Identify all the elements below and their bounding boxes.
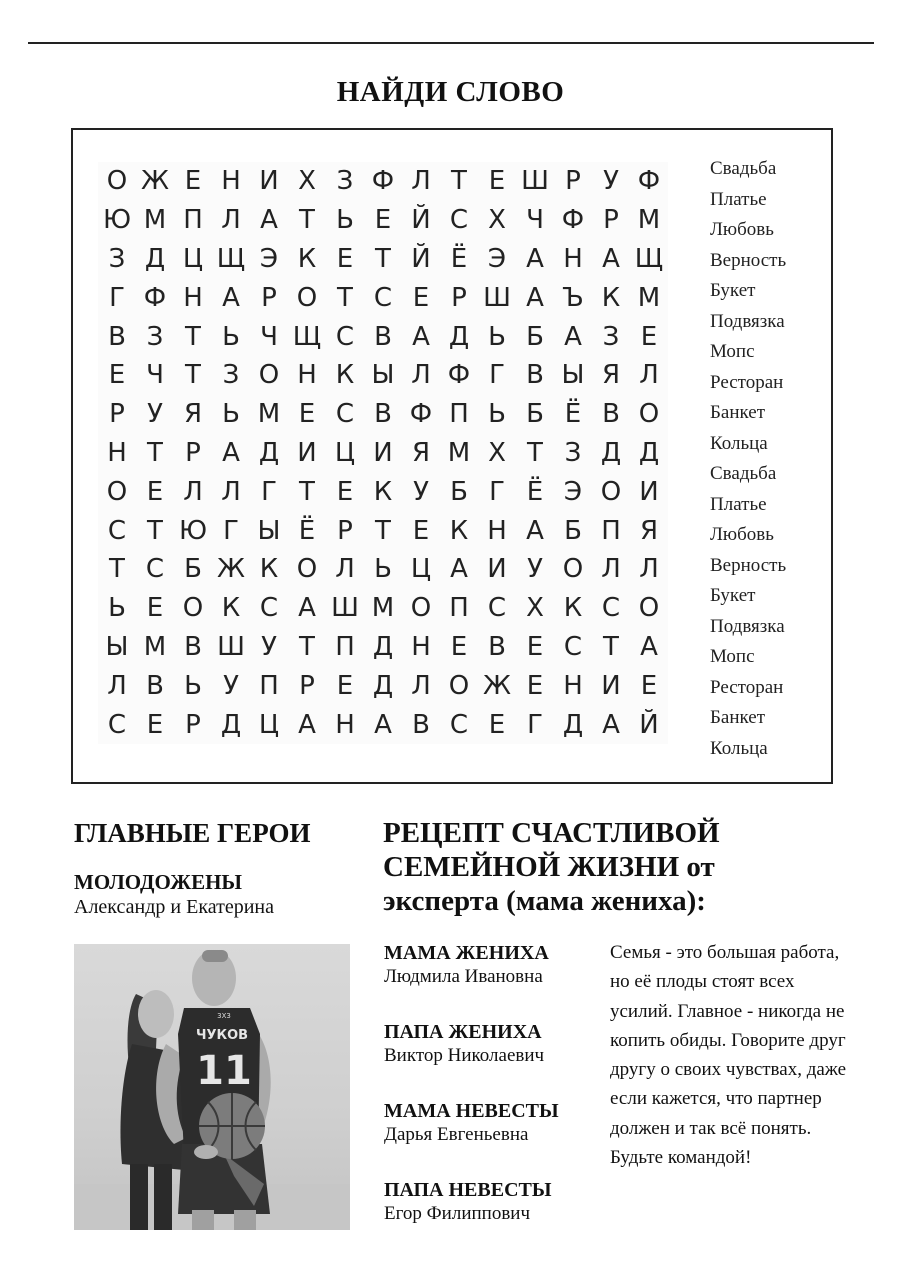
grid-cell: Е [488,166,506,197]
grid-cell: Р [109,399,125,430]
grid-cell: Е [412,515,430,546]
word-list-item: Мопс [710,341,755,362]
grid-cell: К [335,360,355,391]
grid-cell: Л [183,476,203,507]
grid-cell: К [221,593,241,624]
grid-cell: Ж [216,554,245,585]
grid-cell: А [222,282,240,313]
grid-cell: А [602,709,620,740]
parent-bride-mother [384,1099,604,1178]
grid-cell: К [297,243,317,274]
grid-cell: Е [488,709,506,740]
grid-cell: М [143,631,167,662]
grid-cell: К [259,554,279,585]
grid-cell: Л [411,670,431,701]
grid-cell: Т [147,515,163,546]
grid-cell: И [297,437,317,468]
grid-cell: Ы [561,360,585,391]
grid-cell: Ч [526,205,544,236]
word-list-item: Любовь [710,524,774,545]
word-list-item: Кольца [710,432,768,454]
grid-cell: М [257,399,281,430]
parent-role: МАМА ЖЕНИХА [384,942,549,964]
grid-cell: А [526,515,544,546]
grid-cell: Е [450,631,468,662]
grid-cell: Д [372,631,394,662]
grid-cell: Ч [260,321,278,352]
grid-cell: А [526,243,544,274]
parent-role: МАМА НЕВЕСТЫ [384,1100,559,1122]
word-list-item: Любовь [710,219,774,240]
grid-cell: Л [411,166,431,197]
grid-cell: К [449,515,469,546]
couple-label: МОЛОДОЖЕНЫ [74,870,243,894]
grid-cell: Ф [409,399,433,430]
grid-cell: И [639,476,659,507]
parent-bride-father [384,1178,604,1257]
grid-cell: П [449,593,469,624]
grid-cell: Ф [143,282,167,313]
grid-cell: Т [375,243,391,274]
couple-photo-illustration [74,944,350,1230]
grid-cell: Т [451,166,467,197]
grid-cell: Е [146,709,164,740]
grid-cell: Т [299,631,315,662]
grid-cell: Э [259,243,279,274]
grid-cell: Е [108,360,126,391]
grid-cell: У [413,476,429,507]
grid-cell: Ц [410,554,432,585]
top-divider [28,42,874,44]
grid-cell: Н [563,243,583,274]
parent-groom-mother [384,941,604,1020]
grid-cell: Э [487,243,507,274]
grid-cell: Э [563,476,583,507]
grid-cell: П [183,205,203,236]
grid-cell: Ю [102,205,132,236]
grid-cell: Й [411,205,431,236]
grid-cell: Д [562,709,584,740]
grid-cell: В [412,709,430,740]
grid-cell: Е [336,476,354,507]
grid-cell: Т [109,554,125,585]
parent-role: ПАПА НЕВЕСТЫ [384,1179,552,1201]
grid-cell: С [449,709,469,740]
grid-cell: С [107,709,127,740]
grid-cell: Л [601,554,621,585]
grid-cell: А [564,321,582,352]
grid-cell: А [222,437,240,468]
recipe-title [383,816,853,918]
word-list-item: Банкет [710,707,766,728]
grid-cell: Ш [331,593,359,624]
word-list-item: Подвязка [710,615,785,637]
word-list-item: Букет [710,585,756,606]
grid-cell: К [373,476,393,507]
word-list-item: Букет [710,280,756,301]
grid-cell: Ы [371,360,395,391]
grid-cell: Ы [105,631,129,662]
grid-cell: Р [565,166,581,197]
grid-cell: А [374,709,392,740]
couple-photo [74,944,350,1230]
grid-cell: В [488,631,506,662]
jersey-name: ЧУКОВ [195,1028,249,1043]
grid-cell: Е [184,166,202,197]
grid-cell: Н [411,631,431,662]
grid-cell: Б [526,399,544,430]
grid-cell: И [487,554,507,585]
grid-cell: У [603,166,619,197]
grid-cell: А [260,205,278,236]
grid-cell: З [108,243,126,274]
grid-cell: Ь [488,321,506,352]
grid-cell: Ж [140,166,169,197]
grid-cell: С [335,399,355,430]
grid-cell: Т [603,631,619,662]
grid-cell: В [374,399,392,430]
grid-cell: Я [183,399,203,430]
grid-cell: Е [526,631,544,662]
grid-cell: С [145,554,165,585]
grid-cell: О [600,476,622,507]
jersey-number: 11 [196,1048,252,1094]
grid-cell: Р [185,437,201,468]
grid-cell: М [637,282,661,313]
grid-cell: Р [451,282,467,313]
grid-cell: Ю [178,515,208,546]
grid-cell: Г [527,709,543,740]
grid-cell: Д [448,321,470,352]
word-list-item: Ресторан [710,371,784,393]
grid-cell: Щ [292,321,322,352]
grid-cell: О [638,593,660,624]
grid-cell: Г [109,282,125,313]
grid-cell: Ш [521,166,549,197]
advice-text: Семья - это большая работа, но её плоды стоят всех усилий. Главное - никогда не копить обиды. Говорите друг другу о своих чувствах, даже если кажется, что партнер должен и так всё понять. Будьте командой! [610,942,847,1169]
recipe-title-line-2: СЕМЕЙНОЙ ЖИЗНИ от [383,851,715,883]
grid-cell: Ф [637,166,661,197]
grid-cell: А [298,709,316,740]
grid-cell: Л [639,360,659,391]
grid-cell: О [448,670,470,701]
grid-cell: Г [489,476,505,507]
grid-cell: З [564,437,582,468]
grid-cell: Т [147,437,163,468]
grid-cell: П [259,670,279,701]
grid-cell: С [107,515,127,546]
grid-cell: С [449,205,469,236]
grid-cell: Л [221,476,241,507]
grid-cell: Б [184,554,202,585]
grid-cell: О [106,476,128,507]
grid-cell: О [638,399,660,430]
grid-cell: Ё [526,476,544,507]
grid-cell: Ц [182,243,204,274]
grid-cell: Р [603,205,619,236]
grid-cell: Е [640,321,658,352]
grid-cell: М [637,205,661,236]
grid-cell: Т [527,437,543,468]
recipe-title-line-1: РЕЦЕПТ СЧАСТЛИВОЙ [383,817,720,849]
grid-cell: Г [489,360,505,391]
grid-cell: Я [411,437,431,468]
grid-cell: Х [526,593,544,624]
parent-name: Виктор Николаевич [384,1045,545,1066]
grid-cell: Ь [108,593,126,624]
grid-cell: Т [185,321,201,352]
grid-cell: А [412,321,430,352]
grid-cell: Е [336,670,354,701]
grid-cell: А [298,593,316,624]
heroes-title: ГЛАВНЫЕ ГЕРОИ [74,818,311,848]
grid-cell: Д [600,437,622,468]
grid-cell: Н [563,670,583,701]
grid-cell: М [143,205,167,236]
grid-cell: Ф [561,205,585,236]
grid-cell: З [336,166,354,197]
parent-name: Дарья Евгеньевна [384,1124,529,1145]
word-list [710,154,786,764]
grid-cell: Т [185,360,201,391]
grid-cell: Т [375,515,391,546]
word-list-item: Подвязка [710,310,785,332]
grid-cell: Ч [146,360,164,391]
grid-cell: Т [299,205,315,236]
grid-cell: О [182,593,204,624]
grid-cell: Й [639,709,659,740]
grid-cell: Ф [371,166,395,197]
grid-cell: В [184,631,202,662]
grid-cell: П [601,515,621,546]
word-list-item: Ресторан [710,676,784,698]
word-list-item: Мопс [710,646,755,667]
grid-cell: Ъ [562,282,584,313]
parent-groom-father [384,1020,604,1099]
grid-cell: С [373,282,393,313]
grid-cell: Ё [298,515,316,546]
grid-cell: Г [261,476,277,507]
grid-cell: Д [258,437,280,468]
grid-cell: Д [372,670,394,701]
grid-cell: В [526,360,544,391]
word-list-item: Платье [710,493,767,515]
parent-name: Людмила Ивановна [384,966,543,987]
grid-cell: Е [298,399,316,430]
grid-cell: З [222,360,240,391]
grid-cell: Н [335,709,355,740]
grid-cell: Е [412,282,430,313]
grid-cell: Л [335,554,355,585]
grid-cell: Ь [488,399,506,430]
grid-cell: А [640,631,658,662]
grid-cell: Б [450,476,468,507]
grid-cell: Щ [216,243,246,274]
grid-cell: Д [638,437,660,468]
grid-cell: Р [299,670,315,701]
grid-cell: И [601,670,621,701]
grid-cell: Д [144,243,166,274]
grid-cell: И [259,166,279,197]
grid-cell: Е [526,670,544,701]
grid-cell: А [526,282,544,313]
grid-cell: Ы [257,515,281,546]
grid-cell: Ш [483,282,511,313]
grid-cell: Е [146,476,164,507]
grid-cell: В [602,399,620,430]
grid-cell: Е [640,670,658,701]
grid-cell: Т [299,476,315,507]
jersey-logo: 3X3 [217,1012,231,1020]
word-list-item: Банкет [710,402,766,423]
grid-cell: И [373,437,393,468]
grid-cell: Й [411,243,431,274]
grid-cell: А [602,243,620,274]
grid-cell: О [106,166,128,197]
grid-cell: Л [107,670,127,701]
grid-cell: Н [183,282,203,313]
grid-cell: Г [223,515,239,546]
grid-cell: У [261,631,277,662]
grid-cell: З [602,321,620,352]
grid-cell: Х [488,205,506,236]
grid-cell: Ь [222,399,240,430]
grid-cell: В [146,670,164,701]
grid-cell: С [335,321,355,352]
grid-cell: М [447,437,471,468]
grid-cell: Я [601,360,621,391]
parents-list [384,941,604,1257]
parent-role: ПАПА ЖЕНИХА [384,1021,542,1043]
grid-cell: Ш [217,631,245,662]
grid-cell: У [527,554,543,585]
grid-cell: В [108,321,126,352]
grid-cell: Н [297,360,317,391]
grid-cell: Щ [634,243,664,274]
grid-cell: П [335,631,355,662]
grid-cell: О [410,593,432,624]
couple-names: Александр и Екатерина [74,896,274,918]
grid-cell: С [487,593,507,624]
grid-cell: Ь [184,670,202,701]
grid-cell: О [562,554,584,585]
grid-cell: Б [526,321,544,352]
grid-cell: Л [411,360,431,391]
word-list-item: Платье [710,188,767,210]
grid-cell: Е [146,593,164,624]
grid-cell: Н [221,166,241,197]
grid-cell: Д [220,709,242,740]
grid-cell: Ц [334,437,356,468]
grid-cell: С [563,631,583,662]
grid-cell: М [371,593,395,624]
grid-cell: Х [298,166,316,197]
grid-cell: Л [639,554,659,585]
grid-cell: П [449,399,469,430]
grid-cell: Ь [222,321,240,352]
grid-cell: Н [107,437,127,468]
grid-cell: О [296,554,318,585]
grid-cell: Ё [450,243,468,274]
grid-cell: З [146,321,164,352]
word-list-item: Верность [710,554,787,576]
grid-cell: Ь [374,554,392,585]
grid-cell: Е [374,205,392,236]
grid-cell: К [601,282,621,313]
grid-cell: У [223,670,239,701]
recipe-title-line-3: эксперта (мама жениха): [383,885,706,917]
grid-cell: Р [337,515,353,546]
grid-cell: В [374,321,392,352]
word-list-item: Кольца [710,737,768,759]
parent-name: Егор Филиппович [384,1203,531,1224]
grid-cell: Т [337,282,353,313]
grid-cell: К [563,593,583,624]
grid-cell: Ж [482,670,511,701]
grid-cell: О [296,282,318,313]
word-list-item: Верность [710,249,787,271]
grid-cell: Ё [564,399,582,430]
grid-cell: Н [487,515,507,546]
letter-grid [98,162,668,744]
grid-cell: Ц [258,709,280,740]
grid-cell: Я [639,515,659,546]
wordsearch-title: НАЙДИ СЛОВО [336,76,565,108]
grid-cell: Б [564,515,582,546]
word-list-item: Свадьба [710,158,777,179]
grid-cell: С [259,593,279,624]
grid-cell: Л [221,205,241,236]
grid-cell: Ь [336,205,354,236]
grid-cell: Р [185,709,201,740]
grid-cell: А [450,554,468,585]
word-list-item: Свадьба [710,463,777,484]
grid-cell: Р [261,282,277,313]
grid-cell: Х [488,437,506,468]
grid-cell: О [258,360,280,391]
grid-cell: С [601,593,621,624]
grid-cell: Ф [447,360,471,391]
grid-cell: У [147,399,163,430]
grid-cell: Е [336,243,354,274]
